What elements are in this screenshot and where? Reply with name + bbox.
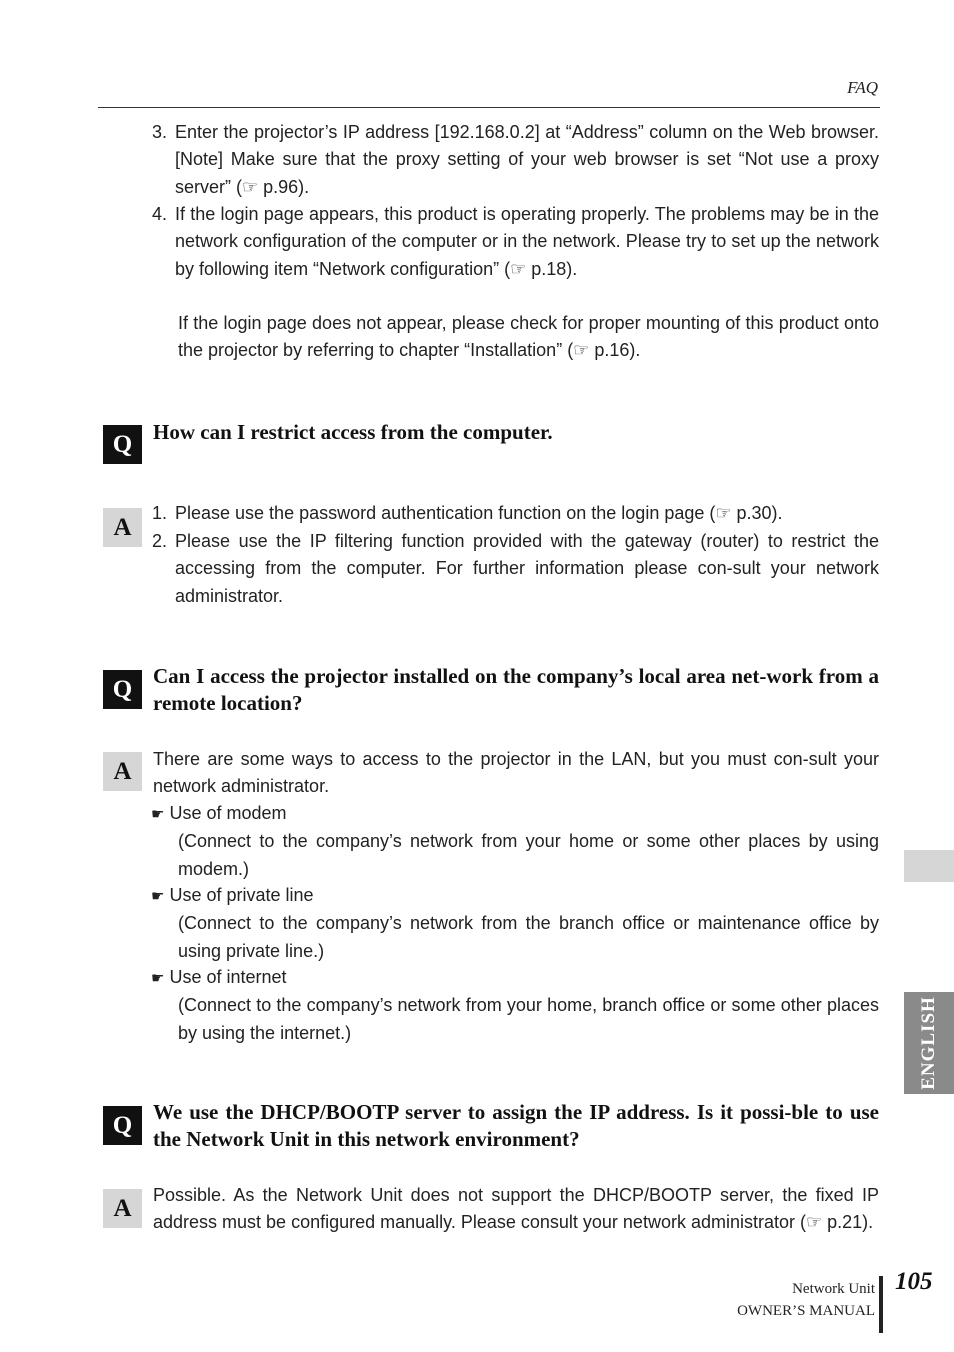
bullet-desc: (Connect to the company’s network from your home or some other places by using modem.) [178, 831, 879, 879]
list-item-4 [152, 201, 879, 283]
list-number: 3. [152, 122, 168, 142]
bullet-title: Use of private line [169, 885, 314, 905]
bullet-desc: (Connect to the company’s network from the branch office or maintenance office by using private line.) [178, 913, 879, 961]
header-divider [98, 107, 880, 108]
footer-divider [879, 1276, 883, 1333]
question-2: Can I access the projector installed on the company’s local area net-work from a remote location? [153, 664, 879, 716]
pointing-hand-icon: ☛ [151, 806, 165, 823]
login-note: If the login page does not appear, please check for proper mounting of this product onto the projector by referring to chapter “Installation” (☞ p.16). [178, 313, 879, 361]
footer-line-1: Network Unit [792, 1281, 875, 1297]
answer-1-item-2 [152, 528, 879, 610]
question-badge: Q [103, 670, 142, 709]
bullet-title: Use of internet [169, 967, 287, 987]
language-tab-label: ENGLISH [918, 996, 939, 1090]
pointing-hand-icon: ☛ [151, 888, 165, 905]
list-text: Enter the projector’s IP address [192.168.0.2] at “Address” column on the Web browser. [Note] Make sure that the proxy setting of your web browser is set “Not use a proxy server” (☞ p.96). [175, 122, 879, 197]
footer-line-2: OWNER’S MANUAL [737, 1303, 875, 1319]
answer-2-intro: There are some ways to access to the projector in the LAN, but you must con-sult your network administrator. [153, 749, 879, 797]
answer-2-bullet-modem [151, 800, 879, 883]
question-badge: Q [103, 1106, 142, 1145]
list-number: 1. [152, 503, 168, 523]
footer-manual-name [737, 1278, 875, 1322]
question-1: How can I restrict access from the computer. [153, 420, 553, 444]
bullet-title: Use of modem [169, 803, 287, 823]
answer-2-bullet-private-line [151, 882, 879, 965]
pointing-hand-icon: ☛ [151, 970, 165, 987]
list-text: Please use the IP filtering function provided with the gateway (router) to restrict the accessing from the computer. For further information please con-sult your network administrator. [175, 531, 879, 606]
answer-3-text: Possible. As the Network Unit does not support the DHCP/BOOTP server, the fixed IP address must be configured manually. Please consult your network administrator (☞ p.21). [153, 1185, 879, 1233]
question-3: We use the DHCP/BOOTP server to assign the IP address. Is it possi-ble to use the Network Unit in this network environment? [153, 1100, 879, 1152]
section-tab [904, 850, 954, 882]
page-number: 105 [895, 1268, 933, 1295]
list-text: If the login page appears, this product is operating properly. The problems may be in the network configuration of the computer or in the network. Please try to set up the network by following item “Network configuration” (☞ p.18). [175, 204, 879, 279]
header-section-label: FAQ [847, 78, 878, 97]
list-number: 2. [152, 531, 168, 551]
answer-2-bullet-internet [151, 964, 879, 1047]
answer-badge: A [103, 508, 142, 547]
list-item-3 [152, 119, 879, 201]
language-tab [904, 992, 954, 1094]
bullet-desc: (Connect to the company’s network from your home, branch office or some other places by using the internet.) [178, 995, 879, 1043]
question-badge: Q [103, 425, 142, 464]
answer-badge: A [103, 1189, 142, 1228]
answer-1-item-1 [152, 500, 879, 527]
list-text: Please use the password authentication function on the login page (☞ p.30). [175, 503, 783, 523]
answer-badge: A [103, 752, 142, 791]
list-number: 4. [152, 204, 168, 224]
